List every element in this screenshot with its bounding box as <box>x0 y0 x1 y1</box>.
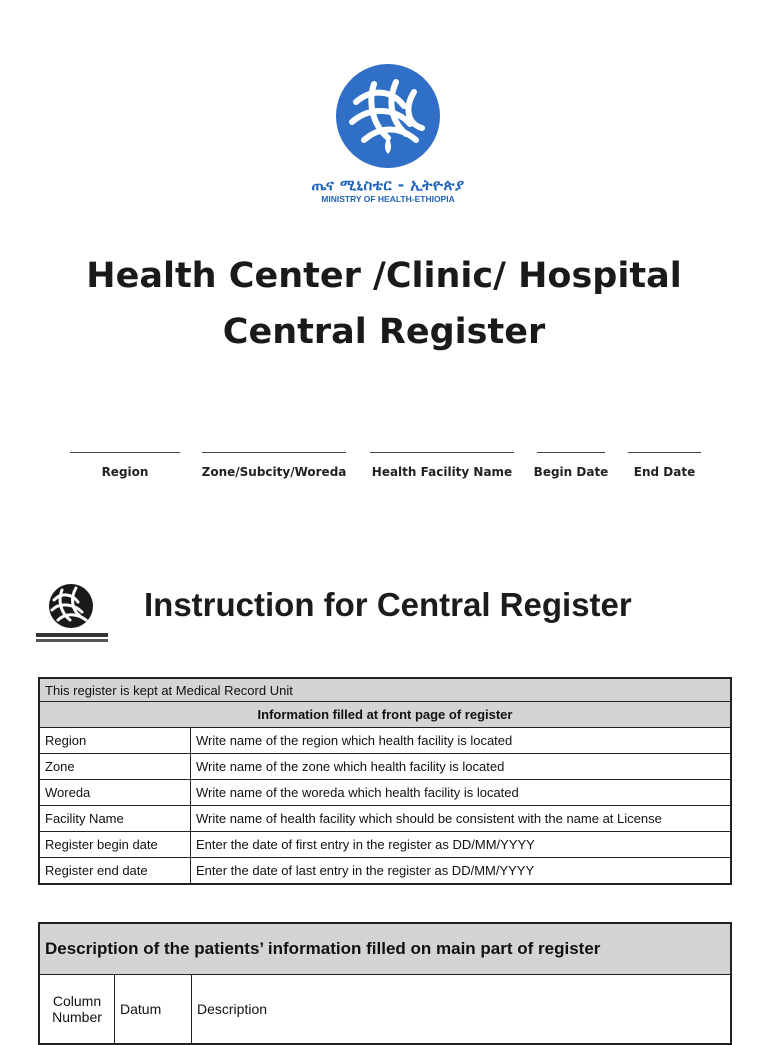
row-item: Register end date <box>39 858 191 885</box>
row-instruction: Enter the date of last entry in the register as DD/MM/YYYY <box>191 858 732 885</box>
front-page-info-table <box>38 677 732 885</box>
row-instruction: Enter the date of first entry in the register as DD/MM/YYYY <box>191 832 732 858</box>
table-row <box>39 832 731 858</box>
row-item: Facility Name <box>39 806 191 832</box>
table-header-row <box>39 702 731 728</box>
row-item: Register begin date <box>39 832 191 858</box>
end-date-field-line <box>628 452 701 453</box>
ministry-amharic-name: ጤና ሚኒስቴር - ኢትዮጵያ <box>311 176 465 194</box>
end-date-field-label: End Date <box>633 465 696 479</box>
row-instruction: Write name of health facility which should be consistent with the name at License <box>191 806 732 832</box>
row-item: Zone <box>39 754 191 780</box>
zone-field-line <box>202 452 346 453</box>
table-row <box>39 728 731 754</box>
datum-header: Datum <box>115 975 192 1045</box>
facility-name-field-line <box>370 452 514 453</box>
facility-name-field-label: Health Facility Name <box>371 465 513 479</box>
row-instruction: Write name of the woreda which health facility is located <box>191 780 732 806</box>
small-ministry-wordmark-icon <box>34 632 110 644</box>
row-instruction: Write name of the zone which health facility is located <box>191 754 732 780</box>
table-note-row <box>39 678 731 702</box>
row-instruction: Write name of the region which health facility is located <box>191 728 732 754</box>
ministry-of-health-logo-icon <box>334 62 442 170</box>
table-row <box>39 806 731 832</box>
begin-date-field-label: Begin Date <box>533 465 609 479</box>
zone-field-label: Zone/Subcity/Woreda <box>201 465 347 479</box>
column-header-row <box>39 975 731 1045</box>
ministry-english-name: MINISTRY OF HEALTH-ETHIOPIA <box>321 194 455 204</box>
region-field-label: Region <box>101 465 149 479</box>
table-note: This register is kept at Medical Record Unit <box>39 678 731 702</box>
table-header: Information filled at front page of register <box>39 702 731 728</box>
row-item: Region <box>39 728 191 754</box>
patient-info-description-table <box>38 922 732 1045</box>
page-title-line1: Health Center /Clinic/ Hospital <box>86 256 682 296</box>
column-number-header: Column Number <box>39 975 115 1045</box>
table-row <box>39 858 731 885</box>
instruction-title: Instruction for Central Register <box>144 586 632 623</box>
table-row <box>39 780 731 806</box>
begin-date-field-line <box>537 452 605 453</box>
region-field-line <box>70 452 180 453</box>
description-header: Description <box>192 975 732 1045</box>
row-item: Woreda <box>39 780 191 806</box>
page-title-line2: Central Register <box>222 312 546 352</box>
table-header: Description of the patients’ information filled on main part of register <box>39 923 731 975</box>
table-header-row <box>39 923 731 975</box>
table-row <box>39 754 731 780</box>
